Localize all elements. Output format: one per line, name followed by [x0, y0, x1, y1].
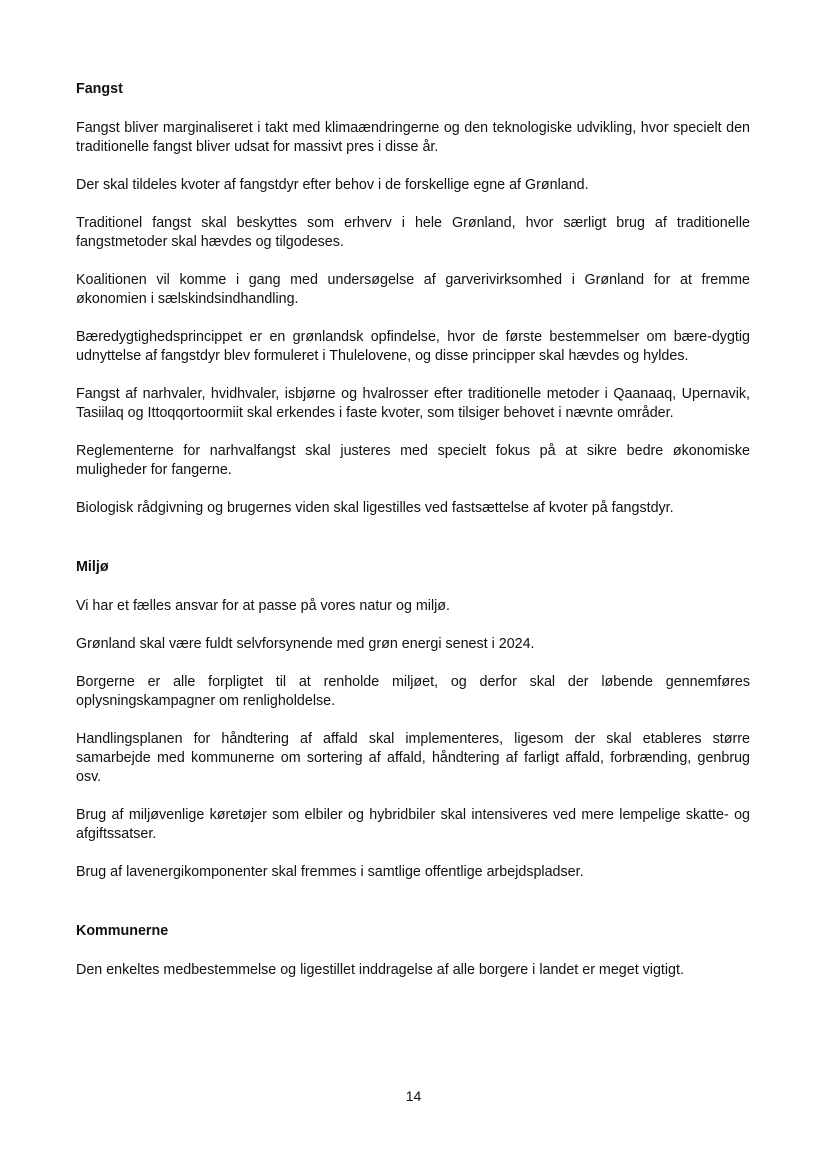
paragraph: Fangst af narhvaler, hvidhvaler, isbjørne og hvalrosser efter traditionelle metoder i Qaanaaq, Upernavik, Tasiilaq og Ittoqqortoormiit skal erkendes i faste kvoter, som tilsiger behovet i nævnte områder. — [76, 386, 750, 421]
document-page — [76, 80, 750, 980]
section-kommunerne — [76, 922, 750, 980]
paragraph: Handlingsplanen for håndtering af affald skal implementeres, ligesom der skal etableres større samarbejde med kommunerne om sortering af affald, håndtering af farligt affald, forbrænding, genbrug osv. — [76, 731, 750, 785]
section-fangst — [76, 80, 750, 518]
paragraph: Der skal tildeles kvoter af fangstdyr efter behov i de forskellige egne af Grønland. — [76, 177, 589, 193]
page-number: 14 — [405, 1088, 422, 1104]
paragraph: Koalitionen vil komme i gang med undersøgelse af garverivirksomhed i Grønland for at fremme økonomien i sælskindsindhandling. — [76, 272, 750, 307]
paragraph: Reglementerne for narhvalfangst skal justeres med specielt fokus på at sikre bedre økonomiske muligheder for fangerne. — [76, 443, 750, 478]
paragraph: Biologisk rådgivning og brugernes viden skal ligestilles ved fastsættelse af kvoter på fangstdyr. — [76, 500, 674, 516]
section-miljo — [76, 558, 750, 882]
paragraph: Grønland skal være fuldt selvforsynende med grøn energi senest i 2024. — [76, 636, 535, 652]
paragraph: Traditionel fangst skal beskyttes som erhverv i hele Grønland, hvor særligt brug af traditionelle fangstmetoder skal hævdes og tilgodeses. — [76, 215, 750, 250]
paragraph: Borgerne er alle forpligtet til at renholde miljøet, og derfor skal der løbende gennemføres oplysningskampagner om renligholdelse. — [76, 674, 750, 709]
section-heading: Miljø — [76, 559, 109, 575]
section-heading: Kommunerne — [76, 923, 169, 939]
section-heading: Fangst — [76, 81, 123, 97]
paragraph: Fangst bliver marginaliseret i takt med klimaændringerne og den teknologiske udvikling, hvor specielt den traditionelle fangst bliver udsat for massivt pres i disse år. — [76, 120, 750, 155]
paragraph: Brug af miljøvenlige køretøjer som elbiler og hybridbiler skal intensiveres ved mere lempelige skatte- og afgiftssatser. — [76, 807, 750, 842]
paragraph: Brug af lavenergikomponenter skal fremmes i samtlige offentlige arbejdspladser. — [76, 864, 584, 880]
paragraph: Vi har et fælles ansvar for at passe på vores natur og miljø. — [76, 598, 451, 614]
paragraph: Den enkeltes medbestemmelse og ligestillet inddragelse af alle borgere i landet er meget vigtigt. — [76, 962, 684, 978]
paragraph: Bæredygtighedsprincippet er en grønlandsk opfindelse, hvor de første bestemmelser om bære-dygtig udnyttelse af fangstdyr blev formuleret i Thulelovene, og disse principper skal hævdes og hyldes. — [76, 329, 750, 364]
